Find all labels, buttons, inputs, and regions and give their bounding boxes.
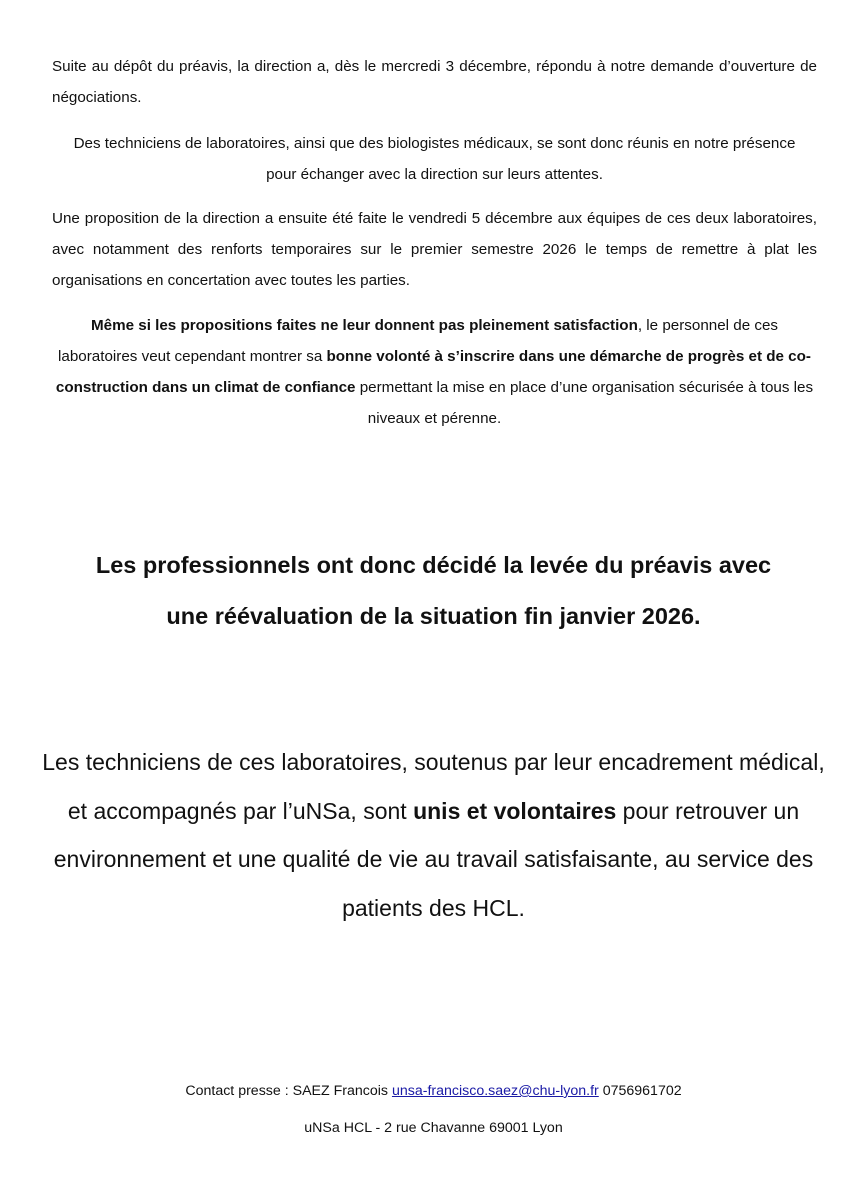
paragraph-negotiations-opening — [52, 51, 817, 113]
paragraph-4-bold-2: bonne volonté à s’inscrire dans une démarche de progrès et de co-construction dans un climat de confiance — [55, 348, 811, 396]
closing-text-1: Les techniciens de ces laboratoires, soutenus par leur encadrement médical, et accompagnés par l’uNSa, sont — [42, 749, 825, 824]
press-contact-label: Contact presse : SAEZ Francois — [185, 1083, 392, 1099]
closing-statement — [30, 738, 837, 932]
paragraph-4-bold-1: Même si les propositions faites ne leur donnent pas pleinement satisfaction — [90, 317, 638, 334]
union-address — [0, 1118, 867, 1138]
headline-line-1: Les professionnels ont donc décidé la levée du préavis avec — [95, 552, 772, 578]
press-contact-phone: 0756961702 — [598, 1083, 682, 1099]
paragraph-2-line-1: Des techniciens de laboratoires, ainsi que des biologistes médicaux, se sont donc réunis en notre présence — [73, 135, 796, 152]
paragraph-meeting — [52, 128, 817, 190]
headline-notice-lifted — [30, 540, 837, 642]
paragraph-1-text: Suite au dépôt du préavis, la direction a, dès le mercredi 3 décembre, répondu à notre demande d’ouverture de négociations. — [52, 58, 817, 106]
paragraph-4-text-2: permettant la mise en place d’une organisation sécurisée à tous les niveaux et pérenne. — [355, 379, 814, 427]
headline-line-2: une réévaluation de la situation fin janvier 2026. — [166, 603, 701, 629]
paragraph-proposal — [52, 203, 817, 296]
paragraph-2-line-2: pour échanger avec la direction sur leurs attentes. — [266, 166, 603, 183]
press-contact-line — [0, 1081, 867, 1101]
closing-text-2: pour retrouver un environnement et une qualité de vie au travail satisfaisante, au service des patients des HCL. — [53, 797, 814, 921]
paragraph-3-text: Une proposition de la direction a ensuite été faite le vendredi 5 décembre aux équipes de ces deux laboratoires, avec notamment des renforts temporaires sur le premier semestre 2026 le temps de remettre à plat les organisations en concertation avec toutes les parties. — [52, 210, 817, 289]
paragraph-4-text-1: , le personnel de ces laboratoires veut cependant montrer sa — [58, 317, 779, 365]
union-address-text: uNSa HCL - 2 rue Chavanne 69001 Lyon — [304, 1120, 563, 1136]
closing-bold: unis et volontaires — [413, 797, 617, 824]
press-contact-email-link[interactable]: unsa-francisco.saez@chu-lyon.fr — [391, 1083, 599, 1099]
paragraph-goodwill — [52, 310, 817, 434]
